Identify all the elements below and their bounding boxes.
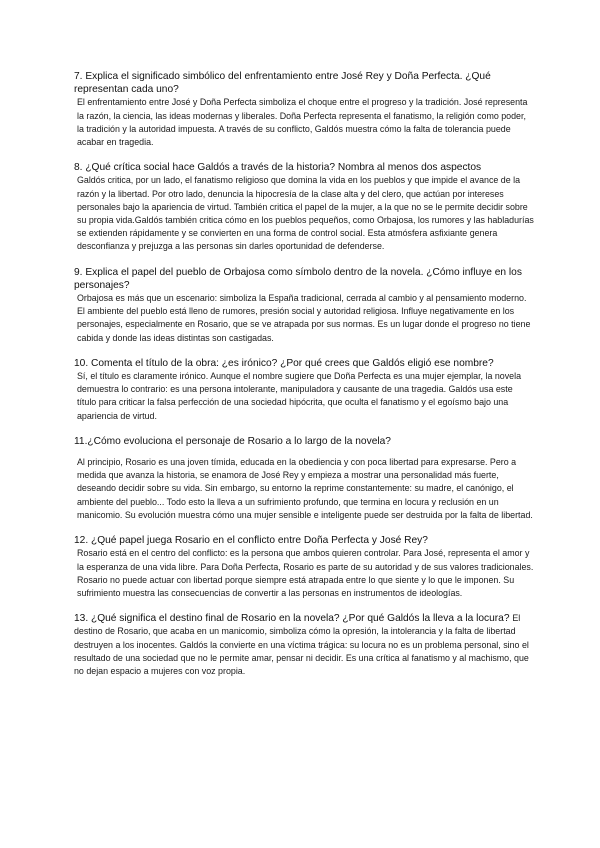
question-9: 9. Explica el papel del pueblo de Orbajosa como símbolo dentro de la novela. ¿Cómo influye en los personajes? [74,266,522,291]
qa-item-9 [74,266,534,345]
qa-item-8 [74,161,534,253]
answer-10: Sí, el título es claramente irónico. Aunque el nombre sugiere que Doña Perfecta es una mujer ejemplar, la novela demuestra lo contrario: es una persona intolerante, manipuladora y causante de una tragedia. Galdós usa este título para criticar la falsa perfección de una sociedad hipócrita, que oculta el fanatismo y el egoísmo bajo una apariencia de virtud. [77,371,522,421]
qa-item-7 [74,70,534,149]
answer-13: El destino de Rosario, que acaba en un manicomio, simboliza cómo la opresión, la intolerancia y la falta de libertad destruyen a los inocentes. Galdós la convierte en una víctima trágica: su locura no es un problema personal, sino el resultado de una sociedad que no le permite amar, pensar ni decidir. Es una crítica al fanatismo y al machismo, que no dejan espacio a mujeres con voz propia. [74,613,529,676]
question-11: 11.¿Cómo evoluciona el personaje de Rosario a lo largo de la novela? [74,435,391,447]
question-12: 12. ¿Qué papel juega Rosario en el conflicto entre Doña Perfecta y José Rey? [74,535,428,547]
answer-11: Al principio, Rosario es una joven tímida, educada en la obediencia y con poca libertad para expresarse. Pero a medida que avanza la historia, se enamora de José Rey y empieza a mostrar una personalidad más fuerte, deseando decidir sobre su vida. Sin embargo, su entorno la reprime constantemente: su madre, el canónigo, el ambiente del pueblo... Todo esto la lleva a un sufrimiento profundo, que termina en locura y reclusión en un manicomio. Su evolución muestra cómo una mujer sensible e inteligente puede ser destruida por la falta de libertad. [77,457,533,520]
answer-7: El enfrentamiento entre José y Doña Perfecta simboliza el choque entre el progreso y la tradición. José representa la razón, la ciencia, las ideas modernas y liberales. Doña Perfecta representa el fanatismo, la religión como poder, la tradición y la autoridad impuesta. A través de su conflicto, Galdós muestra cómo la falta de tolerancia puede acabar en tragedia. [77,97,528,148]
answer-8: Galdós critica, por un lado, el fanatismo religioso que domina la vida en los pueblos y que impide el avance de la razón y la libertad. Por otro lado, denuncia la hipocresía de la clase alta y del clero, que actúan por intereses personales bajo la apariencia de virtud. También critica el papel de la mujer, a la que no se le permite decidir sobre su propia vida.Galdós también critica cómo en los pueblos pequeños, como Orbajosa, los rumores y las habladurías se extienden rápidamente y se convierten en una forma de control social. Esta atmósfera asfixiante genera desconfianza y prejuzga a las personas sin darles oportunidad de defenderse. [77,175,534,252]
answer-9: Orbajosa es más que un escenario: simboliza la España tradicional, cerrada al cambio y al pensamiento moderno. El ambiente del pueblo está lleno de rumores, presión social y autoridad religiosa. Influye negativamente en los personajes, especialmente en Rosario, que se ve atrapada por sus normas. Es un lugar donde el progreso no tiene cabida y donde las ideas distintas son castigadas. [77,293,531,343]
document-page [74,70,534,690]
qa-item-11 [74,435,534,522]
question-answer-spacer [74,448,534,456]
question-13-text: 13. ¿Qué significa el destino final de Rosario en la novela? ¿Por qué Galdós la lleva a la locura? [74,613,510,625]
answer-12: Rosario está en el centro del conflicto: es la persona que ambos quieren controlar. Para José, representa el amor y la esperanza de una vida libre. Para Doña Perfecta, Rosario es parte de su autoridad y de sus valores tradicionales. Rosario no puede actuar con libertad porque siempre está atrapada entre lo que siente y lo que le imponen. Su sufrimiento muestra las consecuencias de convertir a las personas en instrumentos de ideologías. [77,548,534,598]
qa-item-10 [74,357,534,423]
question-8: 8. ¿Qué crítica social hace Galdós a través de la historia? Nombra al menos dos aspectos [74,162,482,174]
qa-item-12 [74,534,534,600]
question-10: 10. Comenta el título de la obra: ¿es irónico? ¿Por qué crees que Galdós eligió ese nombre? [74,357,494,369]
question-13 [74,612,534,678]
question-7: 7. Explica el significado simbólico del enfrentamiento entre José Rey y Doña Perfecta. ¿Qué representan cada uno? [74,71,491,96]
qa-item-13 [74,612,534,678]
